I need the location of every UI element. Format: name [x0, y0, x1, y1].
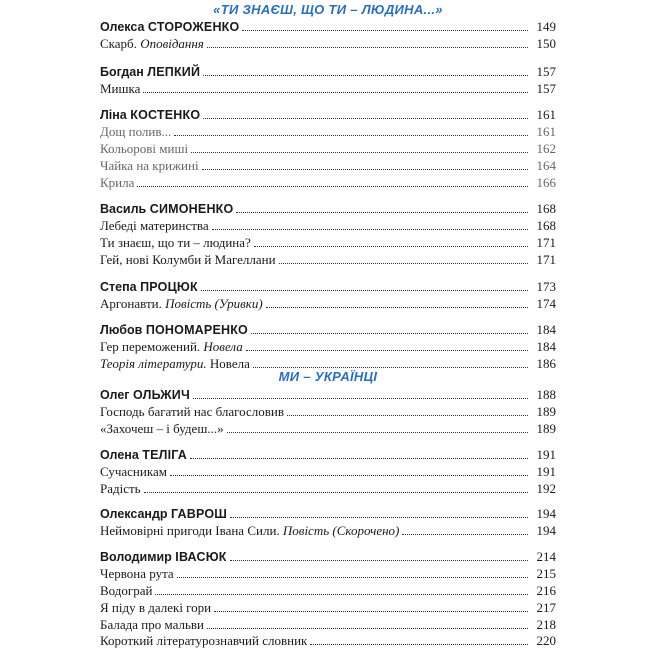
leader-dots	[310, 644, 528, 645]
author-surname: ТЕЛІГА	[142, 448, 188, 462]
author-entry	[100, 278, 556, 295]
leader-dots	[253, 367, 528, 368]
page-number: 216	[536, 583, 556, 598]
work-entry	[100, 174, 556, 191]
leader-dots	[230, 517, 528, 518]
page-number: 189	[536, 421, 556, 436]
work-title: Ти знаєш, що ти – людина?	[100, 235, 251, 250]
author-entry	[100, 63, 556, 80]
work-entry	[100, 565, 556, 582]
leader-dots	[174, 135, 528, 136]
author-first-name: Олег	[100, 388, 130, 402]
page-number: 214	[536, 549, 556, 564]
page-number: 184	[536, 322, 556, 337]
page-number: 150	[536, 36, 556, 51]
work-entry	[100, 522, 556, 539]
page-number: 215	[536, 566, 556, 581]
author-entry	[100, 200, 556, 217]
work-entry	[100, 582, 556, 599]
work-title: Господь багатий нас благословив	[100, 404, 284, 419]
author-surname: ОЛЬЖИЧ	[132, 388, 190, 402]
author-entry	[100, 106, 556, 123]
table-of-contents	[100, 0, 556, 650]
leader-dots	[137, 186, 528, 187]
leader-dots	[214, 611, 528, 612]
work-title: Балада про мальви	[100, 617, 204, 632]
work-title: Сучасникам	[100, 464, 167, 479]
leader-dots	[144, 492, 528, 493]
leader-dots	[212, 229, 528, 230]
leader-dots	[203, 75, 528, 76]
page-number: 189	[536, 404, 556, 419]
leader-dots	[201, 290, 528, 291]
page-number: 220	[536, 633, 556, 648]
leader-dots	[287, 415, 528, 416]
leader-dots	[242, 30, 528, 31]
leader-dots	[254, 246, 528, 247]
author-surname: СТОРОЖЕНКО	[147, 20, 240, 34]
work-title: Гей, нові Колумби й Магеллани	[100, 252, 276, 267]
work-title: Водограй	[100, 583, 153, 598]
author-surname: ПРОЦЮК	[140, 280, 198, 294]
leader-dots	[246, 350, 528, 351]
work-entry	[100, 251, 556, 268]
leader-dots	[402, 534, 528, 535]
page-number: 184	[536, 339, 556, 354]
work-title: Скарб.	[100, 36, 137, 51]
work-title: Радість	[100, 481, 141, 496]
author-first-name: Олександр	[100, 507, 168, 521]
page-number: 161	[536, 124, 556, 139]
page-number: 174	[536, 296, 556, 311]
page-number: 188	[536, 387, 556, 402]
work-title: Дощ полив...	[100, 124, 172, 139]
leader-dots	[177, 577, 528, 578]
author-first-name: Олекса	[100, 20, 145, 34]
leader-dots	[203, 118, 528, 119]
author-surname: ІВАСЮК	[175, 550, 227, 564]
page-number: 191	[536, 447, 556, 462]
work-entry	[100, 123, 556, 140]
leader-dots	[193, 398, 528, 399]
glossary-entry	[100, 632, 556, 649]
leader-dots	[202, 169, 528, 170]
author-entry	[100, 446, 556, 463]
page-number: 149	[536, 19, 556, 34]
leader-dots	[236, 212, 528, 213]
page-number: 171	[536, 235, 556, 250]
leader-dots	[230, 560, 528, 561]
page-number: 194	[536, 523, 556, 538]
page-number: 192	[536, 481, 556, 496]
page-number: 217	[536, 600, 556, 615]
author-first-name: Богдан	[100, 65, 144, 79]
page-number: 162	[536, 141, 556, 156]
work-title: Чайка на крижині	[100, 158, 199, 173]
page-number: 168	[536, 201, 556, 216]
author-first-name: Василь	[100, 202, 147, 216]
work-genre: Повість (Скорочено)	[282, 523, 400, 538]
work-genre: Оповідання	[140, 36, 204, 51]
work-title: Короткий літературознавчий словник	[100, 633, 308, 648]
author-entry	[100, 548, 556, 565]
work-entry	[100, 480, 556, 497]
work-genre: Новела	[209, 356, 250, 371]
page-number: 157	[536, 81, 556, 96]
page-number: 161	[536, 107, 556, 122]
page-number: 171	[536, 252, 556, 267]
page-number: 173	[536, 279, 556, 294]
work-title: Гер переможений.	[100, 339, 201, 354]
author-first-name: Володимир	[100, 550, 172, 564]
work-entry	[100, 616, 556, 633]
work-entry	[100, 463, 556, 480]
leader-dots	[207, 47, 528, 48]
leader-dots	[207, 628, 528, 629]
leader-dots	[191, 152, 528, 153]
leader-dots	[251, 333, 528, 334]
author-first-name: Ліна	[100, 108, 127, 122]
work-genre: Новела	[203, 339, 243, 354]
leader-dots	[227, 432, 528, 433]
page-number: 164	[536, 158, 556, 173]
section-title: МИ – УКРАЇНЦІ	[278, 369, 378, 384]
author-surname: ПОНОМАРЕНКО	[145, 323, 248, 337]
page-number: 194	[536, 506, 556, 521]
leader-dots	[143, 92, 528, 93]
author-entry	[100, 505, 556, 522]
work-entry	[100, 35, 556, 52]
author-entry	[100, 386, 556, 403]
leader-dots	[279, 263, 528, 264]
work-entry	[100, 234, 556, 251]
author-first-name: Степа	[100, 280, 137, 294]
work-entry	[100, 140, 556, 157]
work-title: Теорія літератури.	[100, 356, 207, 371]
work-entry	[100, 599, 556, 616]
leader-dots	[170, 475, 528, 476]
work-title: Крила	[100, 175, 135, 190]
work-entry	[100, 295, 556, 312]
work-genre: Повість (Уривки)	[165, 296, 263, 311]
leader-dots	[190, 458, 528, 459]
work-title: Лебеді материнства	[100, 218, 209, 233]
leader-dots	[266, 307, 528, 308]
leader-dots	[155, 594, 528, 595]
work-title: Неймовірні пригоди Івана Сили.	[100, 523, 280, 538]
work-title: Мишка	[100, 81, 141, 96]
author-surname: ЛЕПКИЙ	[147, 65, 201, 79]
work-title: Аргонавти.	[100, 296, 162, 311]
author-surname: СИМОНЕНКО	[149, 202, 234, 216]
work-entry	[100, 338, 556, 355]
work-entry	[100, 217, 556, 234]
work-title: Кольорові миші	[100, 141, 189, 156]
author-first-name: Любов	[100, 323, 143, 337]
author-surname: КОСТЕНКО	[130, 108, 201, 122]
work-title: Червона рута	[100, 566, 174, 581]
page-number: 157	[536, 64, 556, 79]
author-first-name: Олена	[100, 448, 139, 462]
work-entry	[100, 420, 556, 437]
work-title: Я піду в далекі гори	[100, 600, 212, 615]
page-number: 191	[536, 464, 556, 479]
author-entry	[100, 321, 556, 338]
page-number: 166	[536, 175, 556, 190]
work-entry	[100, 157, 556, 174]
page-number: 168	[536, 218, 556, 233]
work-entry	[100, 80, 556, 97]
page-number: 218	[536, 617, 556, 632]
author-surname: ГАВРОШ	[171, 507, 228, 521]
page-number: 186	[536, 356, 556, 371]
work-entry	[100, 403, 556, 420]
work-title: «Захочеш – і будеш...»	[100, 421, 224, 436]
section-title: «ТИ ЗНАЄШ, ЩО ТИ – ЛЮДИНА...»	[213, 2, 443, 17]
author-entry	[100, 18, 556, 35]
